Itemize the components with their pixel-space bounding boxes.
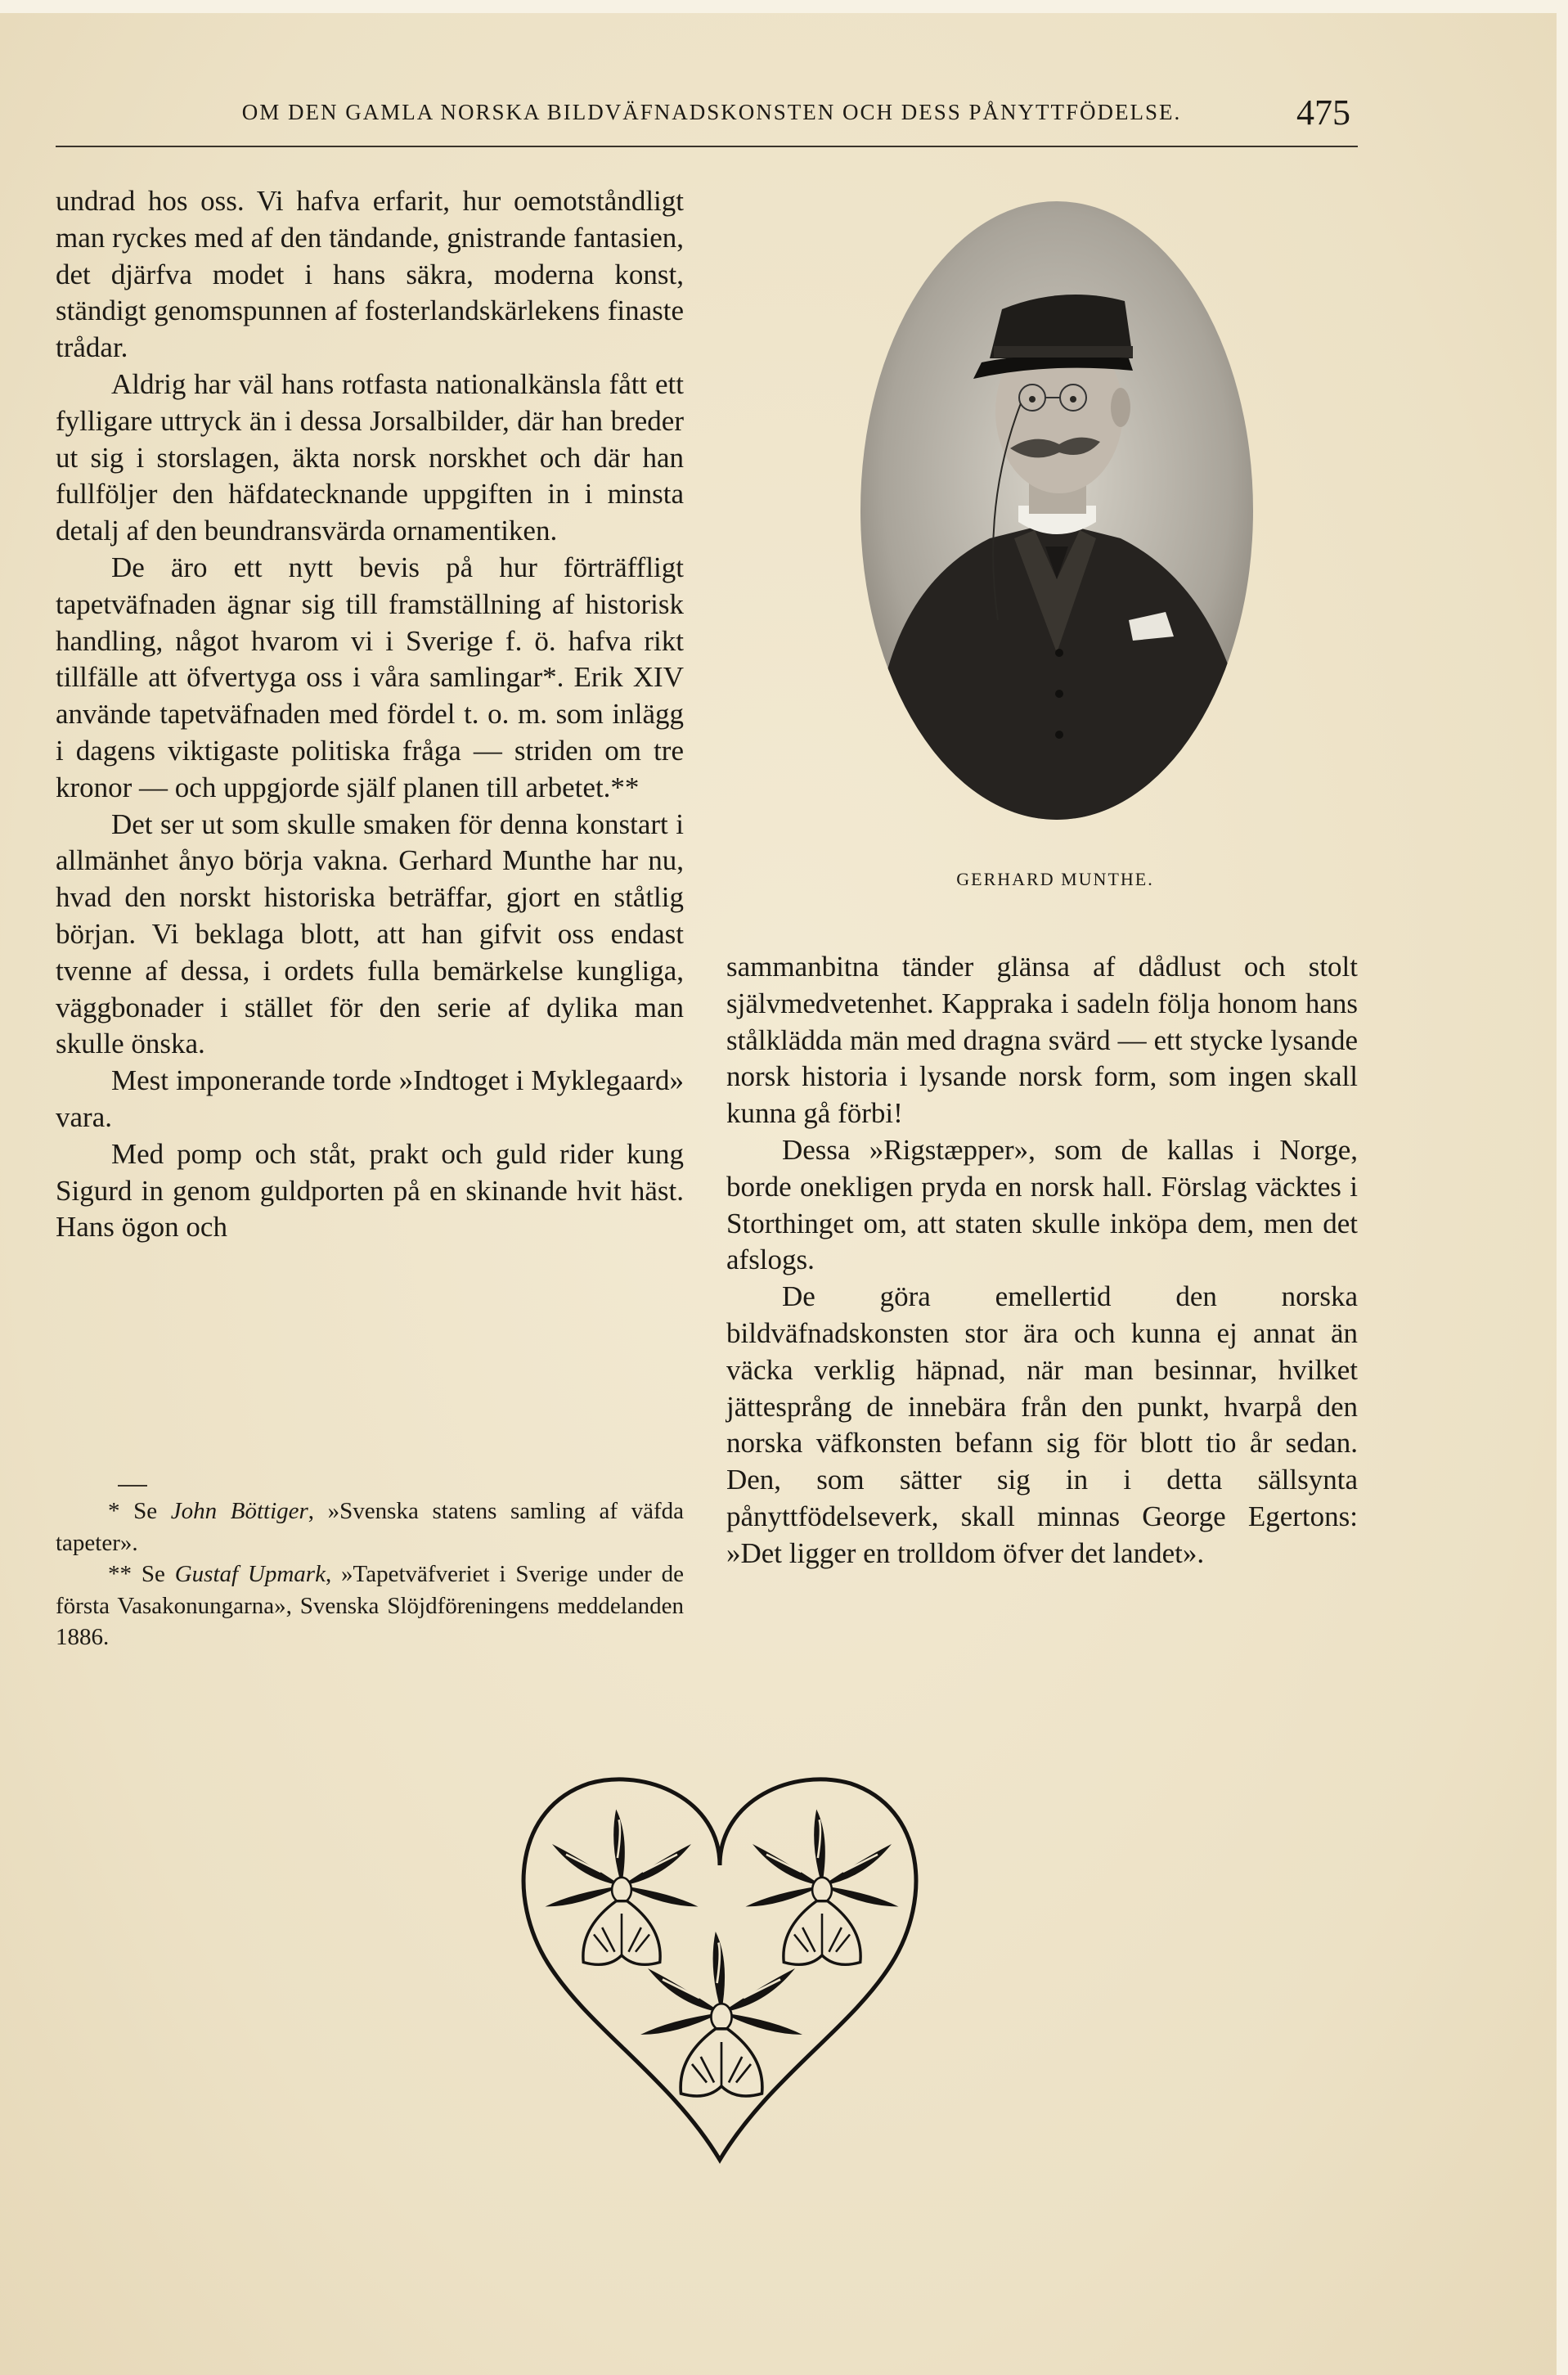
portrait-caption: GERHARD MUNTHE. [956, 869, 1154, 889]
footnotes [56, 1496, 684, 1653]
running-head: OM DEN GAMLA NORSKA BILDVÄFNADSKONSTEN OCH DESS PÅNYTTFÖDELSE. [241, 100, 1182, 124]
paragraph: De göra emellertid den norska bildväfnadskonsten stor ära och kunna ej annat än väcka verklig häpnad, när man besinnar, hvilket jättesprång de innebära från den punkt, hvarpå den norska väfkonsten befann sig för blott tio år sedan. Den, som sätter sig in i detta sällsynta pånyttfödelseverk, skall minnas George Egertons: »Det ligger en trolldom öfver det landet». [726, 1280, 1358, 1569]
paragraph: sammanbitna tänder glänsa af dådlust och stolt självmedvetenhet. Kappraka i sadeln följa honom hans stålklädda män med dragna svärd — ett stycke lysande norsk historia i lysande norsk form, som ingen skall kunna gå förbi! [726, 951, 1358, 1130]
portrait-photo [851, 195, 1263, 826]
footnote-2-author: Gustaf Upmark [174, 1561, 326, 1587]
header-rule [56, 146, 1358, 147]
paragraph: Med pomp och ståt, prakt och guld rider kung Sigurd in genom guldporten på en skinande hvit häst. Hans ögon och [56, 1137, 684, 1244]
paragraph: Aldrig har väl hans rotfasta nationalkänsla fått ett fylligare uttryck än i dessa Jorsalbilder, där han breder ut sig i storslagen, äkta norsk norskhet och där han fullföljer den häfdatecknande uppgiften in i minsta detalj af den beundransvärda ornamentiken. [56, 367, 684, 547]
footnote-rule [118, 1485, 147, 1487]
paragraph: Mest imponerande torde »Indtoget i Myklegaard» vara. [56, 1064, 684, 1133]
paragraph: De äro ett nytt bevis på hur förträffligt tapetväfnaden ägnar sig till framställning af historisk handling, något hvarom vi i Sverige f. ö. hafva rikt tillfälle att öfvertyga oss i våra samlingar*. Erik XIV använde tapetväfnaden med fördel t. o. m. som inlägg i dagens viktigaste politiska fråga — striden om tre kronor — och uppgjorde själf planen till arbetet.** [56, 551, 684, 803]
footnote-1 [56, 1496, 684, 1559]
footnote-2-prefix: ** Se [108, 1561, 165, 1587]
footnote-2 [56, 1559, 684, 1653]
heart-orchid-ornament [499, 1767, 941, 2176]
paragraph: undrad hos oss. Vi hafva erfarit, hur oemotståndligt man ryckes med af den tändande, gnistrande fantasien, det djärfva modet i hans säkra, moderna konst, ständigt genomspunnen af fosterlandskärlekens finaste trådar. [56, 185, 684, 364]
page-number: 475 [1296, 92, 1350, 133]
paragraph: Det ser ut som skulle smaken för denna konstart i allmänhet ånyo börja vakna. Gerhard Munthe har nu, hvad den norskt historiska beträffar, gjort en ståtlig början. Vi beklaga blott, att han gifvit oss endast tvenne af dessa, i ordets fulla bemärkelse kungliga, väggbonader i stället för den serie af dylika man skulle önska. [56, 807, 684, 1060]
footnote-2-text: , »Tapetväfveriet i Sverige under de första Vasakonungarna», Svenska Slöjdföreningens meddelanden 1886. [56, 1561, 685, 1650]
paragraph: Dessa »Rigstæpper», som de kallas i Norge, borde onekligen pryda en norsk hall. Förslag väcktes i Storthinget om, att staten skulle inköpa dem, men det afslogs. [726, 1133, 1358, 1276]
paper-edge-right [1557, 0, 1568, 2375]
footnote-1-prefix: * Se [108, 1498, 158, 1524]
footnote-1-author: John Böttiger [170, 1498, 308, 1524]
footnote-1-text: , »Svenska statens samling af väfda tapeter». [56, 1498, 685, 1556]
left-text-column [56, 183, 684, 1246]
right-text-column [726, 949, 1358, 1572]
paper-edge-top [0, 0, 1568, 13]
